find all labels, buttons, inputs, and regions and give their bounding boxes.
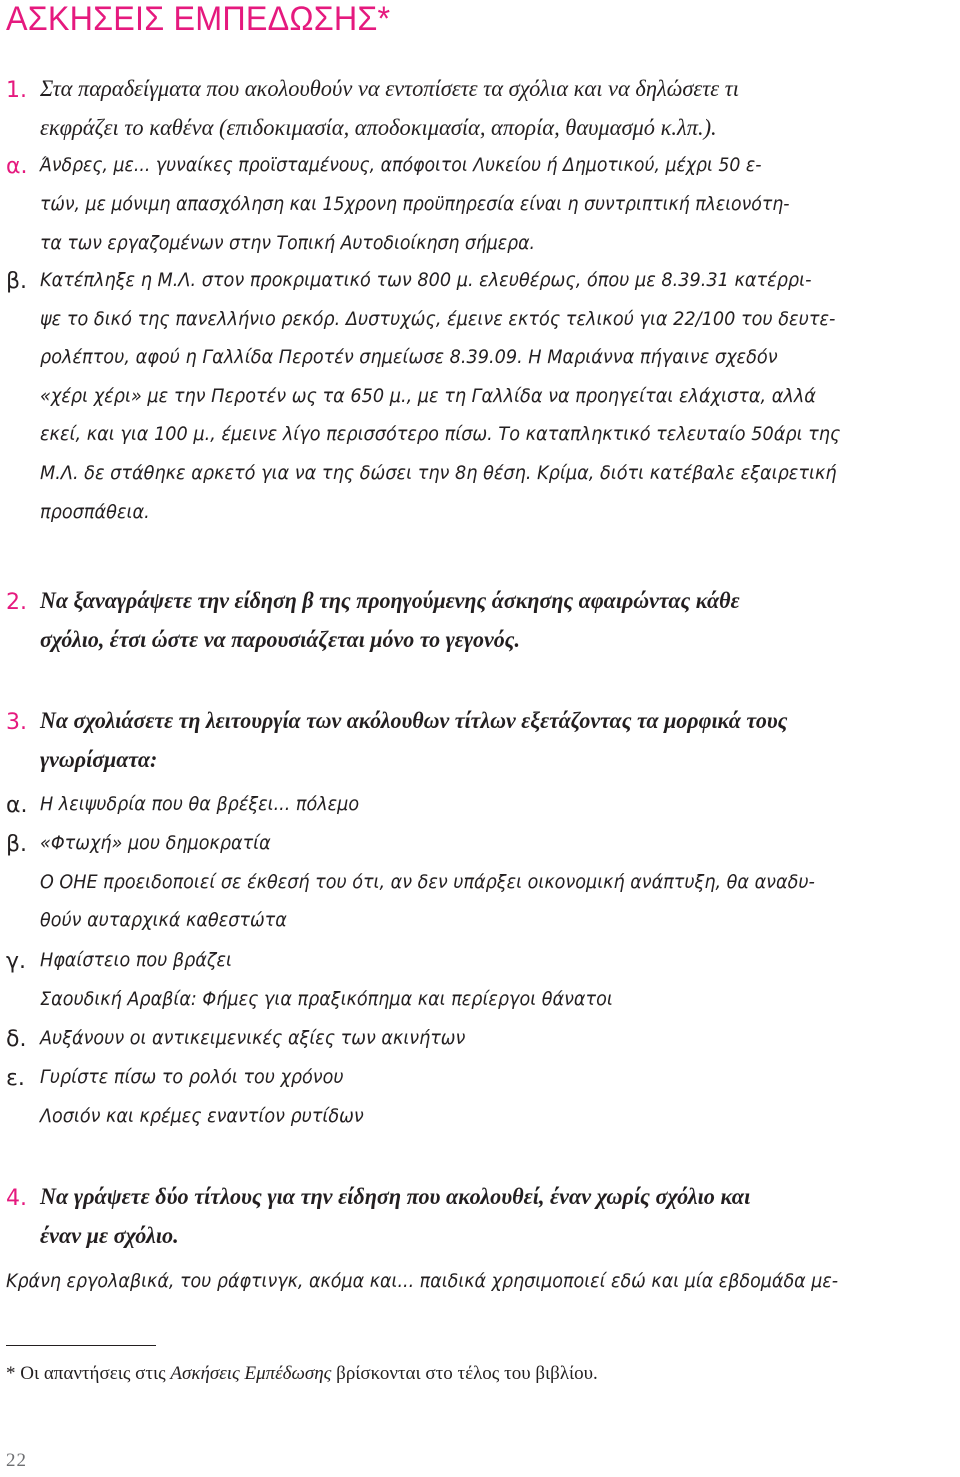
exercise-4-number: 4. <box>6 1186 27 1211</box>
headline-line: Ο ΟΗΕ προειδοποιεί σε έκθεσή του ότι, αν δεν υπάρξει οικονομική ανάπτυξη, θα αναδυ- <box>40 871 815 893</box>
text-line: ψε το δικό της πανελλήνιο ρεκόρ. Δυστυχώς, έμεινε εκτός τελικού για 22/100 του δευτε- <box>40 308 836 330</box>
exercise-3-number: 3. <box>6 710 27 735</box>
item-a-label: α. <box>6 793 28 818</box>
text-line: Άνδρες, με... γυναίκες προϊσταμένους, απόφοιτοι Λυκείου ή Δημοτικού, μέχρι 50 ε- <box>40 155 762 176</box>
prompt-line: εκφράζει το καθένα (επιδοκιμασία, αποδοκιμασία, απορία, θαυμασμό κ.λπ.). <box>40 115 717 141</box>
item-c-label: γ. <box>6 949 27 974</box>
text-line: «χέρι χέρι» με την Περοτέν ως τα 650 μ., με τη Γαλλίδα να προηγείται ελάχιστα, αλλά <box>40 385 816 407</box>
exercise-3-prompt <box>40 702 787 780</box>
headline-line: Λοσιόν και κρέμες εναντίον ρυτίδων <box>40 1105 364 1127</box>
footnote-text-end: βρίσκονται στο τέλος του βιβλίου. <box>336 1363 598 1384</box>
item-c-text <box>40 942 613 1019</box>
prompt-line: σχόλιο, έτσι ώστε να παρουσιάζεται μόνο το γεγονός. <box>40 627 520 653</box>
footnote <box>6 1363 598 1385</box>
exercise-2-prompt <box>40 582 740 660</box>
exercise-1b-label: β. <box>6 269 28 294</box>
footnote-rule <box>6 1345 156 1346</box>
prompt-line: έναν με σχόλιο. <box>40 1223 179 1249</box>
page-title: ΑΣΚΗΣΕΙΣ ΕΜΠΕΔΩΣΗΣ* <box>6 0 391 38</box>
text-line: Κράνη εργολαβικά, του ράφτινγκ, ακόμα και... παιδικά χρησιμοποιεί εδώ και μία εβδομάδα με- <box>6 1271 839 1292</box>
item-e-text <box>40 1059 364 1136</box>
text-line: Μ.Λ. δε στάθηκε αρκετό για να της δώσει την 8η θέση. Κρίμα, διότι κατέβαλε εξαιρετική <box>40 462 837 484</box>
headline-line: Αυξάνουν οι αντικειμενικές αξίες των ακινήτων <box>40 1028 466 1049</box>
item-d-text <box>40 1020 465 1059</box>
footnote-text: Οι απαντήσεις στις <box>20 1363 166 1384</box>
text-line: εκεί, και για 100 μ., έμεινε λίγο περισσότερο πίσω. Το καταπληκτικό τελευταίο 50άρι της <box>40 424 841 446</box>
exercise-4-prompt <box>40 1178 750 1256</box>
exercise-1-prompt <box>40 70 739 148</box>
text-line: Κατέπληξε η Μ.Λ. στον προκριματικό των 800 μ. ελευθέρως, όπου με 8.39.31 κατέρρι- <box>40 270 812 291</box>
exercise-1a-text-cont <box>40 186 790 263</box>
text-line: προσπάθεια. <box>40 501 150 523</box>
item-b-label: β. <box>6 832 28 857</box>
item-e-label: ε. <box>6 1066 25 1091</box>
page-number: 22 <box>6 1450 27 1471</box>
headline-line: «Φτωχή» μου δημοκρατία <box>40 833 271 854</box>
headline-line: Σαουδική Αραβία: Φήμες για πραξικόπημα και περίεργοι θάνατοι <box>40 988 613 1010</box>
footnote-star: * <box>6 1363 16 1384</box>
item-b-text <box>40 825 815 941</box>
prompt-line: Να γράψετε δύο τίτλους για την είδηση που ακολουθεί, έναν χωρίς σχόλιο και <box>40 1184 751 1210</box>
footnote-italic: Ασκήσεις Εμπέδωσης <box>170 1363 332 1384</box>
exercise-1a-label: α. <box>6 154 28 179</box>
exercise-1a-text <box>40 147 761 186</box>
prompt-line: Να σχολιάσετε τη λειτουργία των ακόλουθων τίτλων εξετάζοντας τα μορφικά τους <box>40 708 788 734</box>
exercise-1b-text <box>40 262 840 532</box>
exercise-1-number: 1. <box>6 78 27 103</box>
headline-line: Ηφαίστειο που βράζει <box>40 950 232 971</box>
item-d-label: δ. <box>6 1027 27 1052</box>
exercise-4-body <box>6 1263 838 1302</box>
prompt-line: γνωρίσματα: <box>40 747 158 773</box>
text-line: τών, με μόνιμη απασχόληση και 15χρονη προϋπηρεσία είναι η συντριπτική πλειονότη- <box>40 194 790 215</box>
headline-line: Η λειψυδρία που θα βρέξει... πόλεμο <box>40 794 360 815</box>
exercise-2-number: 2. <box>6 590 27 615</box>
item-a-text <box>40 786 359 825</box>
text-line: ρολέπτου, αφού η Γαλλίδα Περοτέν σημείωσε 8.39.09. Η Μαριάννα πήγαινε σχεδόν <box>40 347 778 369</box>
headline-line: Γυρίστε πίσω το ρολόι του χρόνου <box>40 1067 344 1088</box>
text-line: τα των εργαζομένων στην Τοπική Αυτοδιοίκηση σήμερα. <box>40 232 536 254</box>
prompt-line: Στα παραδείγματα που ακολουθούν να εντοπίσετε τα σχόλια και να δηλώσετε τι <box>40 76 740 102</box>
prompt-line: Να ξαναγράψετε την είδηση β της προηγούμενης άσκησης αφαιρώντας κάθε <box>40 588 740 614</box>
headline-line: θούν αυταρχικά καθεστώτα <box>40 910 287 932</box>
